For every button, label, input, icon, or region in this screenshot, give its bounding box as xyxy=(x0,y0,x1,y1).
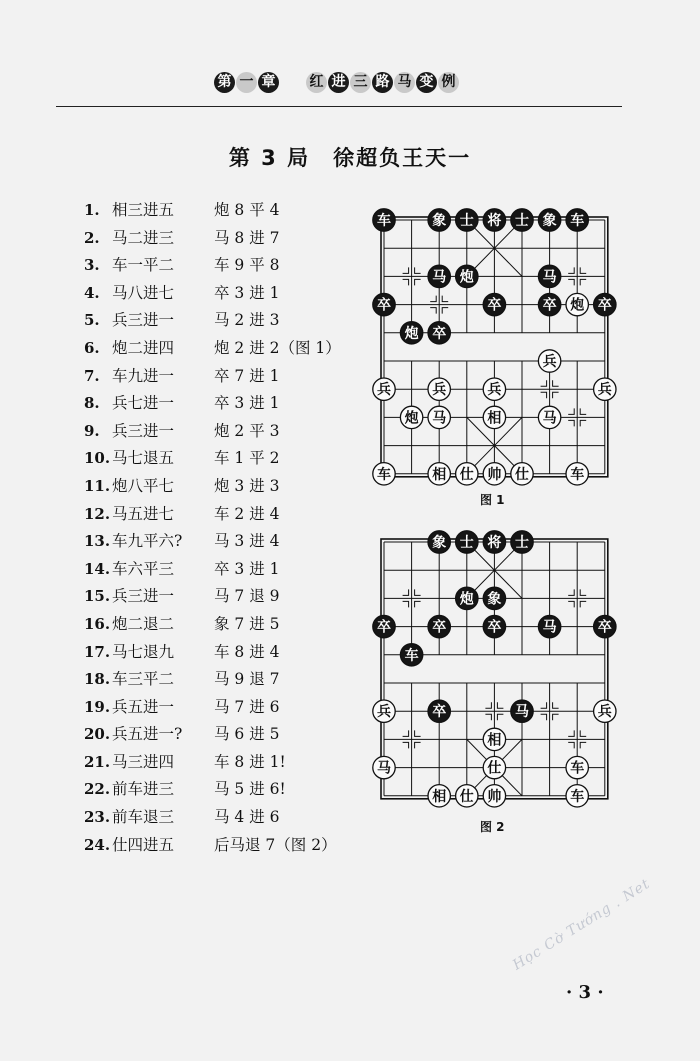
move-number: 21. xyxy=(84,752,111,771)
piece-label: 马 xyxy=(377,760,391,777)
point-marker xyxy=(497,714,503,720)
piece-label: 卒 xyxy=(542,297,557,314)
move-row xyxy=(84,390,341,418)
move-number: 2. xyxy=(84,228,100,247)
black-move: 卒 3 进 1 xyxy=(214,394,280,413)
point-marker xyxy=(415,589,421,595)
chess-piece xyxy=(483,756,505,778)
point-marker xyxy=(553,380,559,386)
subtitle-char: 红 xyxy=(306,72,327,93)
chess-piece xyxy=(373,756,395,778)
point-marker xyxy=(403,279,409,285)
chess-piece xyxy=(594,700,616,722)
piece-label: 士 xyxy=(459,213,474,229)
point-marker xyxy=(541,392,547,398)
chess-piece xyxy=(373,209,395,231)
chapter-subtitle xyxy=(306,72,460,93)
point-marker xyxy=(580,408,586,414)
chess-piece xyxy=(483,531,505,553)
black-move: 马 4 进 6 xyxy=(214,808,280,827)
piece-label: 仕 xyxy=(459,466,474,483)
chess-piece xyxy=(456,785,478,807)
piece-label: 车 xyxy=(404,647,419,664)
black-move: 马 9 退 7 xyxy=(214,670,280,689)
piece-label: 马 xyxy=(542,619,557,636)
piece-label: 兵 xyxy=(432,382,447,399)
black-move: 马 7 退 9 xyxy=(214,587,280,606)
move-number: 23. xyxy=(84,808,111,827)
chess-piece xyxy=(594,378,616,400)
board-grid xyxy=(381,217,608,477)
piece-label: 仕 xyxy=(515,466,529,483)
piece-label: 仕 xyxy=(487,760,502,777)
point-marker xyxy=(568,589,574,595)
piece-label: 将 xyxy=(487,535,502,551)
black-move: 车 9 平 8 xyxy=(214,256,280,275)
red-move: 兵三进一 xyxy=(112,587,175,606)
point-marker xyxy=(568,742,574,748)
point-marker xyxy=(442,296,448,302)
black-move: 车 2 进 4 xyxy=(214,504,280,523)
piece-label: 象 xyxy=(542,213,557,229)
piece-label: 相 xyxy=(487,410,502,427)
chess-piece xyxy=(428,785,450,807)
chess-piece xyxy=(373,463,395,485)
move-number: 7. xyxy=(84,366,100,385)
piece-label: 车 xyxy=(377,466,391,483)
move-row xyxy=(84,307,341,335)
chess-piece xyxy=(566,785,588,807)
black-move: 卒 3 进 1 xyxy=(214,559,280,578)
move-row xyxy=(84,363,341,391)
black-move: 车 8 进 4 xyxy=(214,642,280,661)
move-number: 12. xyxy=(84,504,111,523)
move-row xyxy=(84,252,341,280)
chess-piece xyxy=(428,378,450,400)
chess-piece xyxy=(483,728,505,750)
chess-piece xyxy=(428,463,450,485)
chess-piece xyxy=(483,378,505,400)
point-marker xyxy=(497,702,503,708)
chess-piece xyxy=(456,265,478,287)
subtitle-char: 例 xyxy=(438,72,459,93)
chess-piece xyxy=(538,265,560,287)
chess-piece xyxy=(483,406,505,428)
piece-label: 相 xyxy=(487,732,502,749)
move-row xyxy=(84,197,341,225)
piece-label: 马 xyxy=(542,269,557,286)
figure-caption: 图 2 xyxy=(480,820,505,834)
black-move: 卒 7 进 1 xyxy=(214,366,280,385)
move-row xyxy=(84,583,341,611)
move-row xyxy=(84,804,341,832)
move-number: 6. xyxy=(84,338,100,357)
chapter-char: 一 xyxy=(236,72,257,93)
point-marker xyxy=(403,601,409,607)
chess-piece xyxy=(428,531,450,553)
watermark: Học Cờ Tướng . Net xyxy=(510,875,654,974)
red-move: 炮二退二 xyxy=(112,614,175,633)
point-marker xyxy=(485,702,491,708)
red-move: 兵七进一 xyxy=(112,394,175,413)
chess-piece xyxy=(511,209,533,231)
move-number: 13. xyxy=(84,532,111,551)
piece-label: 炮 xyxy=(570,297,585,314)
point-marker xyxy=(541,702,547,708)
chess-piece xyxy=(483,587,505,609)
piece-label: 相 xyxy=(432,466,447,483)
piece-label: 炮 xyxy=(459,591,474,608)
point-marker xyxy=(568,267,574,273)
move-number: 20. xyxy=(84,725,111,744)
red-move: 兵三进一 xyxy=(112,421,175,440)
piece-label: 卒 xyxy=(377,297,391,314)
subtitle-char: 路 xyxy=(372,72,393,93)
chess-piece xyxy=(483,785,505,807)
piece-label: 帅 xyxy=(487,788,502,805)
point-marker xyxy=(580,589,586,595)
game-title: 第 3 局 徐超负王天一 xyxy=(228,146,472,170)
red-move: 马三进四 xyxy=(112,752,175,771)
point-marker xyxy=(403,742,409,748)
point-marker xyxy=(580,279,586,285)
point-marker xyxy=(541,380,547,386)
chess-piece xyxy=(511,700,533,722)
piece-label: 卒 xyxy=(432,325,447,342)
black-move: 炮 2 进 2（图 1） xyxy=(214,338,341,357)
subtitle-char: 进 xyxy=(328,72,349,93)
red-move: 车三平二 xyxy=(112,670,175,689)
red-move: 马五进七 xyxy=(112,504,175,523)
point-marker xyxy=(568,279,574,285)
chess-piece xyxy=(373,293,395,315)
move-number: 9. xyxy=(84,421,100,440)
chess-piece xyxy=(538,209,560,231)
red-move: 马七退九 xyxy=(112,642,175,661)
chess-piece xyxy=(428,209,450,231)
chess-piece xyxy=(538,350,560,372)
black-move: 马 5 进 6! xyxy=(214,780,286,799)
move-number: 15. xyxy=(84,587,111,606)
move-row xyxy=(84,528,341,556)
piece-label: 兵 xyxy=(377,382,391,399)
point-marker xyxy=(553,702,559,708)
xiangqi-board xyxy=(362,526,624,812)
point-marker xyxy=(541,714,547,720)
chess-piece xyxy=(538,406,560,428)
chess-piece xyxy=(594,293,616,315)
move-row xyxy=(84,832,341,860)
chess-piece xyxy=(483,463,505,485)
black-move: 炮 2 平 3 xyxy=(214,421,280,440)
move-row xyxy=(84,473,341,501)
chapter-char: 第 xyxy=(214,72,235,93)
red-move: 前车进三 xyxy=(112,780,175,799)
move-number: 3. xyxy=(84,256,100,275)
point-marker xyxy=(403,267,409,273)
move-row xyxy=(84,776,341,804)
point-marker xyxy=(415,742,421,748)
chess-piece xyxy=(483,293,505,315)
point-marker xyxy=(485,714,491,720)
chess-piece xyxy=(428,615,450,637)
point-marker xyxy=(403,730,409,736)
chess-piece xyxy=(511,463,533,485)
black-move: 卒 3 进 1 xyxy=(214,283,280,302)
chess-piece xyxy=(566,209,588,231)
piece-label: 士 xyxy=(515,535,529,551)
board-figure-2 xyxy=(362,526,624,812)
move-row xyxy=(84,749,341,777)
black-move: 炮 8 平 4 xyxy=(214,201,280,219)
move-number: 14. xyxy=(84,559,111,578)
piece-label: 卒 xyxy=(432,619,447,636)
point-marker xyxy=(415,267,421,273)
chess-piece xyxy=(400,322,422,344)
black-move: 后马退 7（图 2） xyxy=(214,835,337,854)
chess-piece xyxy=(428,406,450,428)
move-number: 5. xyxy=(84,311,100,330)
move-list xyxy=(84,197,341,859)
move-number: 10. xyxy=(84,449,111,468)
piece-label: 将 xyxy=(487,213,502,229)
move-number: 4. xyxy=(84,283,100,302)
chess-piece xyxy=(456,587,478,609)
subtitle-char: 三 xyxy=(350,72,371,93)
red-move: 车九平六? xyxy=(112,532,183,551)
piece-label: 车 xyxy=(377,213,391,229)
move-row xyxy=(84,445,341,473)
move-row xyxy=(84,666,341,694)
piece-label: 士 xyxy=(459,535,474,551)
red-move: 前车退三 xyxy=(112,808,175,827)
black-move: 马 3 进 4 xyxy=(214,532,280,551)
chess-piece xyxy=(400,644,422,666)
piece-label: 炮 xyxy=(404,410,419,427)
move-row xyxy=(84,611,341,639)
piece-label: 炮 xyxy=(459,269,474,286)
point-marker xyxy=(430,296,436,302)
chess-piece xyxy=(566,293,588,315)
move-row xyxy=(84,335,341,363)
point-marker xyxy=(553,392,559,398)
black-move: 马 2 进 3 xyxy=(214,311,280,330)
piece-label: 卒 xyxy=(487,297,502,314)
move-row xyxy=(84,418,341,446)
move-row xyxy=(84,501,341,529)
red-move: 兵三进一 xyxy=(112,311,175,330)
subtitle-char: 变 xyxy=(416,72,437,93)
point-marker xyxy=(568,420,574,426)
subtitle-char: 马 xyxy=(394,72,415,93)
red-move: 炮二进四 xyxy=(112,338,175,357)
piece-label: 车 xyxy=(570,788,585,805)
chapter-char: 章 xyxy=(258,72,279,93)
point-marker xyxy=(568,730,574,736)
piece-label: 象 xyxy=(432,213,447,229)
piece-label: 马 xyxy=(432,269,447,286)
piece-label: 兵 xyxy=(377,704,391,721)
chapter-header xyxy=(0,62,700,102)
piece-label: 卒 xyxy=(432,704,447,721)
piece-label: 卒 xyxy=(597,297,612,314)
move-number: 18. xyxy=(84,670,111,689)
red-move: 马七退五 xyxy=(112,449,175,468)
move-number: 16. xyxy=(84,614,111,633)
chess-piece xyxy=(373,615,395,637)
piece-label: 士 xyxy=(515,213,529,229)
chess-piece xyxy=(594,615,616,637)
point-marker xyxy=(568,601,574,607)
move-row xyxy=(84,721,341,749)
piece-label: 兵 xyxy=(597,382,612,399)
xiangqi-board xyxy=(362,204,624,490)
point-marker xyxy=(415,279,421,285)
red-move: 仕四进五 xyxy=(112,835,175,854)
point-marker xyxy=(553,714,559,720)
chess-piece xyxy=(511,531,533,553)
piece-label: 兵 xyxy=(487,382,502,399)
piece-label: 车 xyxy=(570,760,585,777)
chess-piece xyxy=(400,406,422,428)
move-number: 24. xyxy=(84,835,111,854)
black-move: 象 7 进 5 xyxy=(214,614,280,633)
chess-piece xyxy=(428,322,450,344)
chess-piece xyxy=(456,209,478,231)
chess-piece xyxy=(538,293,560,315)
chess-piece xyxy=(483,615,505,637)
point-marker xyxy=(580,420,586,426)
red-move: 车九进一 xyxy=(112,366,175,385)
red-move: 马八进七 xyxy=(112,283,175,302)
piece-label: 马 xyxy=(432,410,447,427)
black-move: 炮 3 进 3 xyxy=(214,476,280,495)
move-row xyxy=(84,694,341,722)
page-number: · 3 · xyxy=(566,982,604,1003)
chapter-label xyxy=(214,72,280,93)
red-move: 兵五进一 xyxy=(112,697,175,716)
chess-piece xyxy=(456,531,478,553)
piece-label: 帅 xyxy=(487,466,502,483)
move-number: 22. xyxy=(84,780,111,799)
move-number: 11. xyxy=(84,476,111,495)
move-number: 8. xyxy=(84,394,100,413)
figure-caption: 图 1 xyxy=(480,493,505,507)
black-move: 马 7 进 6 xyxy=(214,697,280,716)
chess-piece xyxy=(538,615,560,637)
point-marker xyxy=(415,601,421,607)
red-move: 车一平二 xyxy=(112,256,175,275)
piece-label: 卒 xyxy=(597,619,612,636)
piece-label: 马 xyxy=(542,410,557,427)
red-move: 马二进三 xyxy=(112,228,175,247)
point-marker xyxy=(403,589,409,595)
point-marker xyxy=(580,601,586,607)
chess-piece xyxy=(483,209,505,231)
black-move: 车 8 进 1! xyxy=(214,752,286,771)
piece-label: 车 xyxy=(570,213,585,229)
point-marker xyxy=(568,408,574,414)
piece-label: 马 xyxy=(515,704,529,721)
chess-piece xyxy=(456,463,478,485)
piece-label: 象 xyxy=(432,535,447,551)
move-row xyxy=(84,280,341,308)
point-marker xyxy=(430,308,436,314)
move-number: 17. xyxy=(84,642,111,661)
piece-label: 兵 xyxy=(542,354,557,370)
chess-piece xyxy=(428,265,450,287)
red-move: 相三进五 xyxy=(112,201,175,219)
move-row xyxy=(84,639,341,667)
move-number: 1. xyxy=(84,201,100,219)
move-number: 19. xyxy=(84,697,111,716)
move-row xyxy=(84,556,341,584)
piece-label: 仕 xyxy=(459,788,474,805)
piece-label: 象 xyxy=(487,591,502,608)
point-marker xyxy=(442,308,448,314)
black-move: 车 1 平 2 xyxy=(214,449,280,468)
piece-label: 车 xyxy=(570,466,585,483)
piece-label: 炮 xyxy=(404,325,419,342)
black-move: 马 8 进 7 xyxy=(214,228,280,247)
point-marker xyxy=(580,267,586,273)
red-move: 兵五进一? xyxy=(112,725,183,744)
chess-piece xyxy=(566,463,588,485)
board-figure-1 xyxy=(362,204,624,490)
piece-label: 卒 xyxy=(487,619,502,636)
move-row xyxy=(84,225,341,253)
black-move: 马 6 进 5 xyxy=(214,725,280,744)
point-marker xyxy=(415,730,421,736)
chess-piece xyxy=(566,756,588,778)
red-move: 车六平三 xyxy=(112,559,175,578)
piece-label: 相 xyxy=(432,788,447,805)
chess-piece xyxy=(373,378,395,400)
point-marker xyxy=(580,742,586,748)
chess-piece xyxy=(428,700,450,722)
point-marker xyxy=(580,730,586,736)
chess-piece xyxy=(373,700,395,722)
piece-label: 兵 xyxy=(597,704,612,721)
red-move: 炮八平七 xyxy=(112,476,175,495)
piece-label: 卒 xyxy=(377,619,391,636)
header-rule xyxy=(56,106,622,107)
